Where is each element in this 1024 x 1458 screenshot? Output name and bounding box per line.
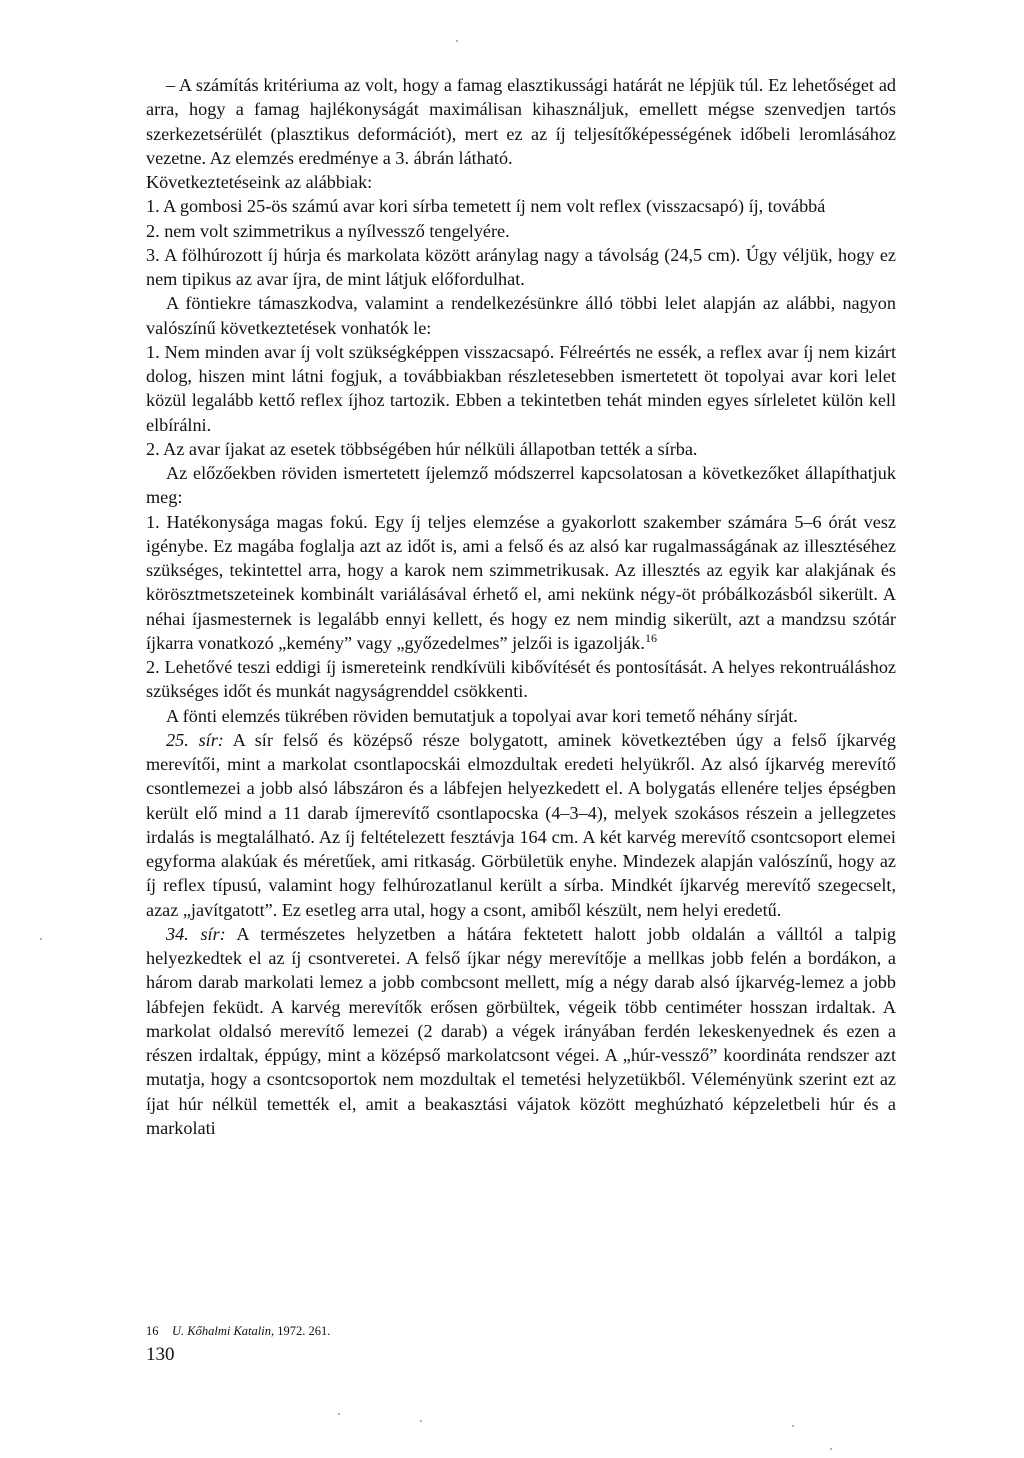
- paragraph: Következtetéseink az alábbiak:: [146, 172, 373, 192]
- page-number: 130: [146, 1344, 175, 1365]
- list-item: 2. nem volt szimmetrikus a nyílvessző tengelyére.: [146, 220, 510, 241]
- grave-text: A sír felső és középső része bolygatott, aminek következtében úgy a felső íjkarvég merevítői, mint a markolat csontlapocskái elmozdultak eredeti helyükről. Az alsó íjkarvég merevítő csontlemezei a jobb alsó lábszáron és a lábfejen helyezkedett el. A bolygatás ellenére teljes épségben került elő mind a 11 darab íjmerevítő csontlapocska (4–3–4), melyek szokásos részein a jellegzetes irdalás is megtalálható. Az íj feltételezett fesztávja 164 cm. A két karvég merevítő csontcsoport elemei egyforma alakúak és méretűek, ami ritkaság. Görbületük enyhe. Mindezek alapján valószínű, hogy az íj reflex típusú, valamint hogy felhúrozatlanul került a sírba. Mindkét íjkarvég merevítő szegecselt, azaz „javítgatott”. Ez esetleg arra utal, hogy a csont, amiből készült, nem helyi eredetű.: [146, 729, 897, 920]
- footnote-reference[interactable]: 16: [644, 630, 657, 645]
- list-item: 3. A fölhúrozott íj húrja és markolata között aránylag nagy a távolság (24,5 cm). Úgy véljük, hogy ez nem tipikus az avar íjra, de mint látjuk előfordulhat.: [146, 244, 896, 289]
- main-text: [146, 73, 896, 1140]
- grave-description: [146, 728, 896, 922]
- paragraph: Az előzőekben röviden ismertetett íjelemző módszerrel kapcsolatosan a következőket állapíthatjuk meg:: [146, 463, 896, 508]
- list-item: [146, 510, 896, 656]
- paragraph: – A számítás kritériuma az volt, hogy a famag elasztikussági határát ne lépjük túl. Ez lehetőséget ad arra, hogy a famag hajlékonyságát maximálisan kihasználjuk, emellett mégse szenvedjen tartós szerkezetsérülét (plasztikus deformációt), mert ez az íj teljesítőképességének időbeli leromlásához vezetne. Az elemzés eredménye a 3. ábrán látható.: [146, 75, 896, 168]
- scan-speck: [338, 1413, 340, 1415]
- scan-speck: [830, 1448, 832, 1450]
- grave-text: A természetes helyzetben a hátára fektetett halott jobb oldalán a válltól a talpig helyezkedtek el az íj csontveretei. A felső íjkar négy merevítője a mellkas jobb felén a bordákon, a három darab markolati lemez a jobb combcsont mellett, míg a négy darab alsó íjkarvég-lemez a jobb lábfejen feküdt. A karvég merevítők erősen görbültek, végeik több centiméter hosszan irdaltak. A markolat oldalsó merevítő lemezei (2 darab) a végek irányában ferdén lekeskenyednek és ezen a részen irdaltak, éppúgy, mint a középső markolatcsont végei. A „húr-vessző” koordináta rendszer azt mutatja, hogy a csontcsoportok nem mozdultak el temetési helyzetükből. Véleményünk szerint ezt az íjat húr nélkül temették el, amit a beakasztási vájatok között meghúzható képzeletbeli húr és a markolati: [146, 923, 897, 1138]
- list-item: 2. Lehetővé teszi eddigi íj ismereteink rendkívüli kibővítését és pontosítását. A helyes rekontruáláshoz szükséges időt és munkát nagyságrenddel csökkenti.: [146, 657, 896, 702]
- scan-speck: [792, 1425, 794, 1427]
- list-item: 1. Nem minden avar íj volt szükségképpen visszacsapó. Félreértés ne essék, a reflex avar íj nem kizárt dolog, hiszen mint látni fogjuk, a továbbiakban részletesebben ismertetett öt topolyai avar kori lelet közül legalább kettő reflex íjhoz tartozik. Ebben a tekintetben tehát minden egyes sírleletet külön kell elbírálni.: [146, 341, 896, 435]
- footnote-number: 16: [146, 1324, 159, 1338]
- grave-label: 34. sír:: [166, 923, 226, 944]
- scan-speck: [456, 40, 458, 42]
- footnote-author: U. Kőhalmi Katalin,: [172, 1324, 275, 1338]
- grave-description: [146, 922, 896, 1140]
- paragraph: A föntiekre támaszkodva, valamint a rendelkezésünkre álló többi lelet alapján az alábbi, nagyon valószínű következtetések vonhatók le:: [146, 293, 896, 338]
- scan-speck: [420, 1420, 422, 1422]
- footnote: [146, 1323, 896, 1339]
- grave-label: 25. sír:: [166, 729, 224, 750]
- list-item-text: 1. Hatékonysága magas fokú. Egy íj teljes elemzése a gyakorlott szakember számára 5–6 órát vesz igénybe. Ez magába foglalja azt az időt is, ami a felső és az alsó kar rugalmasságának az illesztéséhez szükséges, tekintettel arra, hogy a karok nem szimmetrikusak. Az illesztés az egyik kar alakjának és körösztmetszeteinek kombinált variálásával érhető el, ami nekünk négy-öt próbálkozásból sikerült. A néhai íjasmesternek is legalább ennyi kellett, és hogy ez nem mindig sikerült, azt a mandzsu szótár íjkarra vonatkozó „kemény” vagy „győzedelmes” jelzői is igazolják.: [146, 511, 896, 653]
- scan-speck: [40, 938, 42, 940]
- paragraph: A fönti elemzés tükrében röviden bemutatjuk a topolyai avar kori temető néhány sírját.: [166, 705, 798, 726]
- list-item: 1. A gombosi 25-ös számú avar kori sírba temetett íj nem volt reflex (visszacsapó) íj, továbbá: [146, 196, 826, 217]
- footnote-citation: 1972. 261.: [277, 1324, 331, 1338]
- list-item: 2. Az avar íjakat az esetek többségében húr nélküli állapotban tették a sírba.: [146, 438, 698, 459]
